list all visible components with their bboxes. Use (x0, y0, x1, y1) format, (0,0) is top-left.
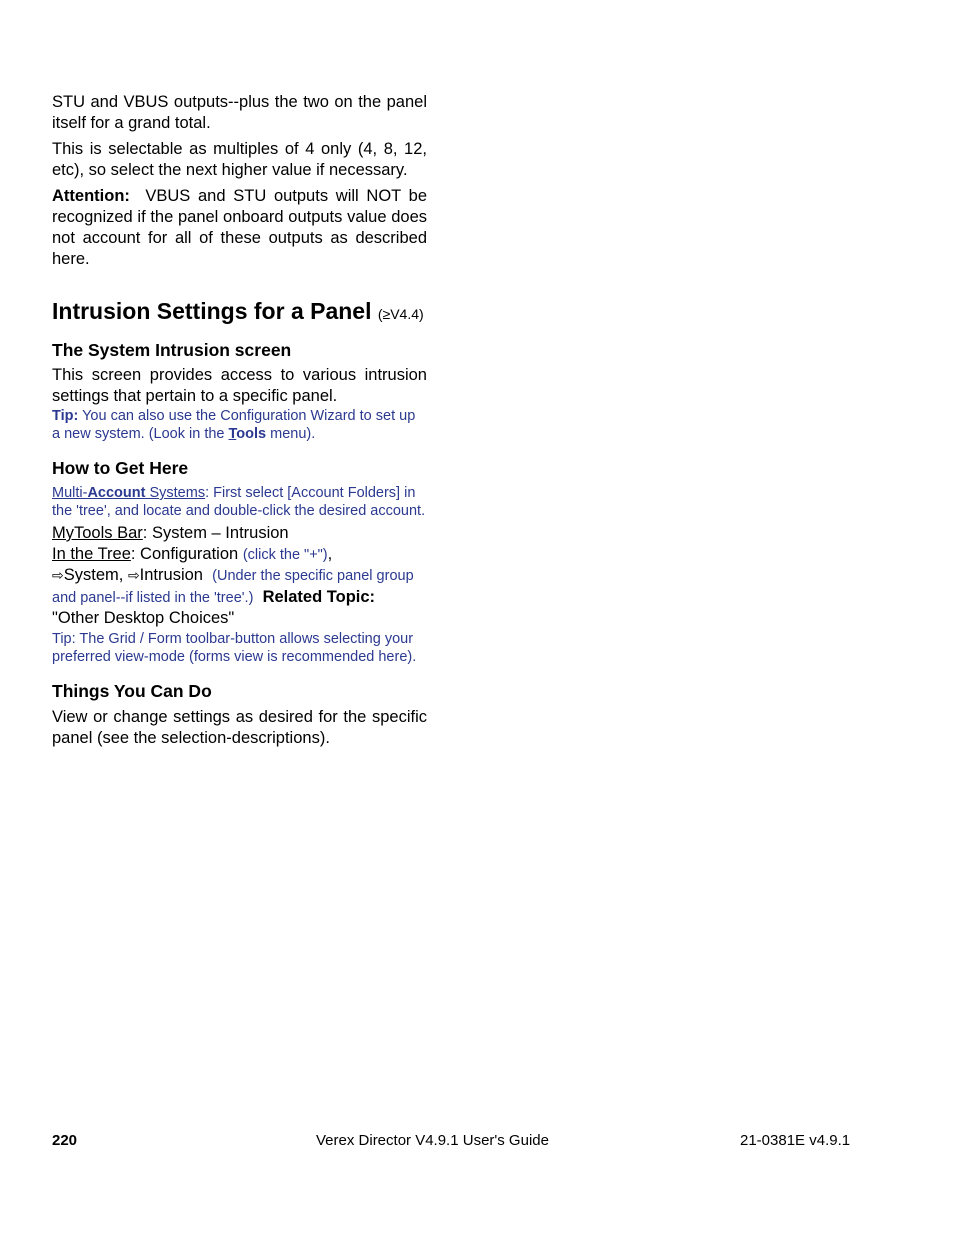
intrusion-node: Intrusion (139, 566, 203, 584)
main-column (52, 92, 427, 749)
tree-text: : Configuration (130, 545, 239, 563)
attention-note (52, 186, 427, 270)
tip-label: Tip: (52, 408, 79, 424)
tools-menu-ref: Tools (228, 426, 267, 442)
multi-account-text: : First select [Account Folders] in the 'tree', and locate and double-click the desired account. (52, 485, 426, 519)
mytools-path (52, 523, 427, 544)
related-topic-label: Related Topic: (262, 588, 376, 606)
attention-label: Attention: (52, 187, 130, 205)
multi-account-link[interactable]: Multi-Account Systems (52, 485, 206, 501)
version-note: (≥V4.4) (377, 306, 424, 322)
tip-wizard-end: menu). (270, 426, 316, 442)
section-title-text: Intrusion Settings for a Panel (52, 298, 372, 324)
multi-account-note (52, 484, 427, 520)
paragraph-outputs-total: STU and VBUS outputs--plus the two on the panel itself for a grand total. (52, 93, 427, 132)
mytools-label: MyTools Bar (52, 524, 143, 542)
tree-hint: (click the "+") (242, 547, 328, 563)
under-panel-note: (Under the specific panel group and panel--if listed in the 'tree'.) (52, 568, 414, 606)
tip-wizard-text: You can also use the Configuration Wizard to set up a new system. (Look in the (52, 408, 416, 442)
system-intrusion-text: This screen provides access to various intrusion settings that pertain to a specific panel. (52, 366, 427, 405)
section-title (52, 297, 427, 328)
tip-grid-form: Tip: The Grid / Form toolbar-button allows selecting your preferred view-mode (forms view is recommended here). (52, 631, 417, 665)
related-topic-text: "Other Desktop Choices" (52, 609, 235, 627)
things-text: View or change settings as desired for the specific panel (see the selection-descriptions). (52, 708, 427, 747)
paragraph-multiples: This is selectable as multiples of 4 only (4, 8, 12, etc), so select the next higher value if necessary. (52, 140, 427, 179)
arrow-icon: ⇨ (127, 568, 140, 584)
tree-label: In the Tree (52, 545, 131, 563)
footer-title: Verex Director V4.9.1 User's Guide (316, 1132, 549, 1149)
heading-system-intrusion: The System Intrusion screen (52, 340, 292, 360)
mytools-text: : System – Intrusion (142, 524, 289, 542)
attention-text: VBUS and STU outputs will NOT be recognized if the panel onboard outputs value does not account for all of these outputs as described here. (52, 187, 428, 268)
heading-how-to-get-here: How to Get Here (52, 458, 189, 478)
system-node: System, (63, 566, 124, 584)
tip-wizard (52, 407, 427, 443)
heading-things-you-can-do: Things You Can Do (52, 681, 212, 701)
arrow-icon: ⇨ (52, 568, 64, 584)
page-number: 220 (52, 1132, 78, 1149)
footer-doc-id: 21-0381E v4.9.1 (740, 1132, 851, 1149)
tree-path: In the Tree: Configuration (click the "+"), ⇨System, ⇨Intrusion (Under the specific panel group and panel--if listed in the 'tree'.) Related Topic: "Other Desktop Choices" (52, 545, 414, 627)
